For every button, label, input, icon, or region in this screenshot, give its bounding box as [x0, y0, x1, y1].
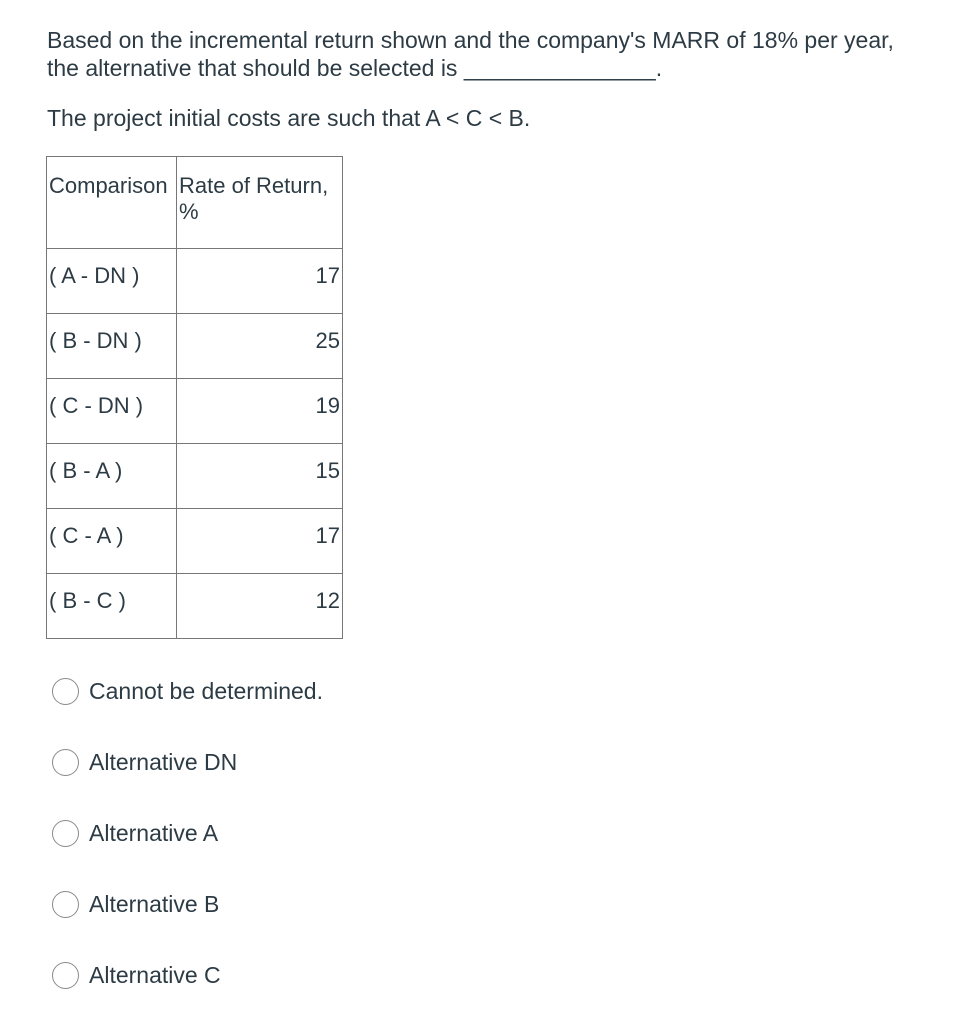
option-label: Alternative B [89, 890, 220, 917]
rate-cell: 17 [177, 509, 343, 574]
comparison-cell: ( A - DN ) [47, 249, 177, 314]
radio-button[interactable] [52, 891, 79, 918]
question-text [47, 26, 927, 132]
rate-cell: 19 [177, 379, 343, 444]
table-header-row [47, 157, 343, 249]
option-alternative-c[interactable] [52, 959, 323, 991]
rate-cell: 25 [177, 314, 343, 379]
option-alternative-dn[interactable] [52, 746, 323, 778]
header-rate-unit: % [179, 199, 199, 224]
table-row [47, 314, 343, 379]
comparison-cell: ( C - DN ) [47, 379, 177, 444]
rate-cell: 17 [177, 249, 343, 314]
radio-button[interactable] [52, 820, 79, 847]
table-row [47, 574, 343, 639]
radio-button[interactable] [52, 749, 79, 776]
header-rate-of-return [177, 157, 343, 249]
rate-of-return-table [46, 156, 343, 639]
option-label: Alternative C [89, 961, 221, 988]
table-row [47, 379, 343, 444]
option-label: Alternative A [89, 819, 219, 846]
rate-cell: 12 [177, 574, 343, 639]
comparison-cell: ( C - A ) [47, 509, 177, 574]
question-line-2: the alternative that should be selected is _______________. [47, 55, 663, 81]
cost-note: The project initial costs are such that A < C < B. [47, 105, 531, 131]
rate-cell: 15 [177, 444, 343, 509]
comparison-cell: ( B - A ) [47, 444, 177, 509]
option-cannot-be-determined[interactable] [52, 675, 323, 707]
table-row [47, 444, 343, 509]
comparison-cell: ( B - DN ) [47, 314, 177, 379]
radio-button[interactable] [52, 678, 79, 705]
radio-button[interactable] [52, 962, 79, 989]
option-label: Alternative DN [89, 748, 238, 775]
question-line-1: Based on the incremental return shown and the company's MARR of 18% per year, [47, 27, 894, 53]
option-alternative-a[interactable] [52, 817, 323, 849]
table-row [47, 509, 343, 574]
header-comparison: Comparison [47, 157, 177, 249]
option-label: Cannot be determined. [89, 677, 323, 704]
comparison-cell: ( B - C ) [47, 574, 177, 639]
header-rate-label: Rate of Return, [179, 173, 329, 198]
answer-options [52, 675, 323, 1030]
table-row [47, 249, 343, 314]
option-alternative-b[interactable] [52, 888, 323, 920]
